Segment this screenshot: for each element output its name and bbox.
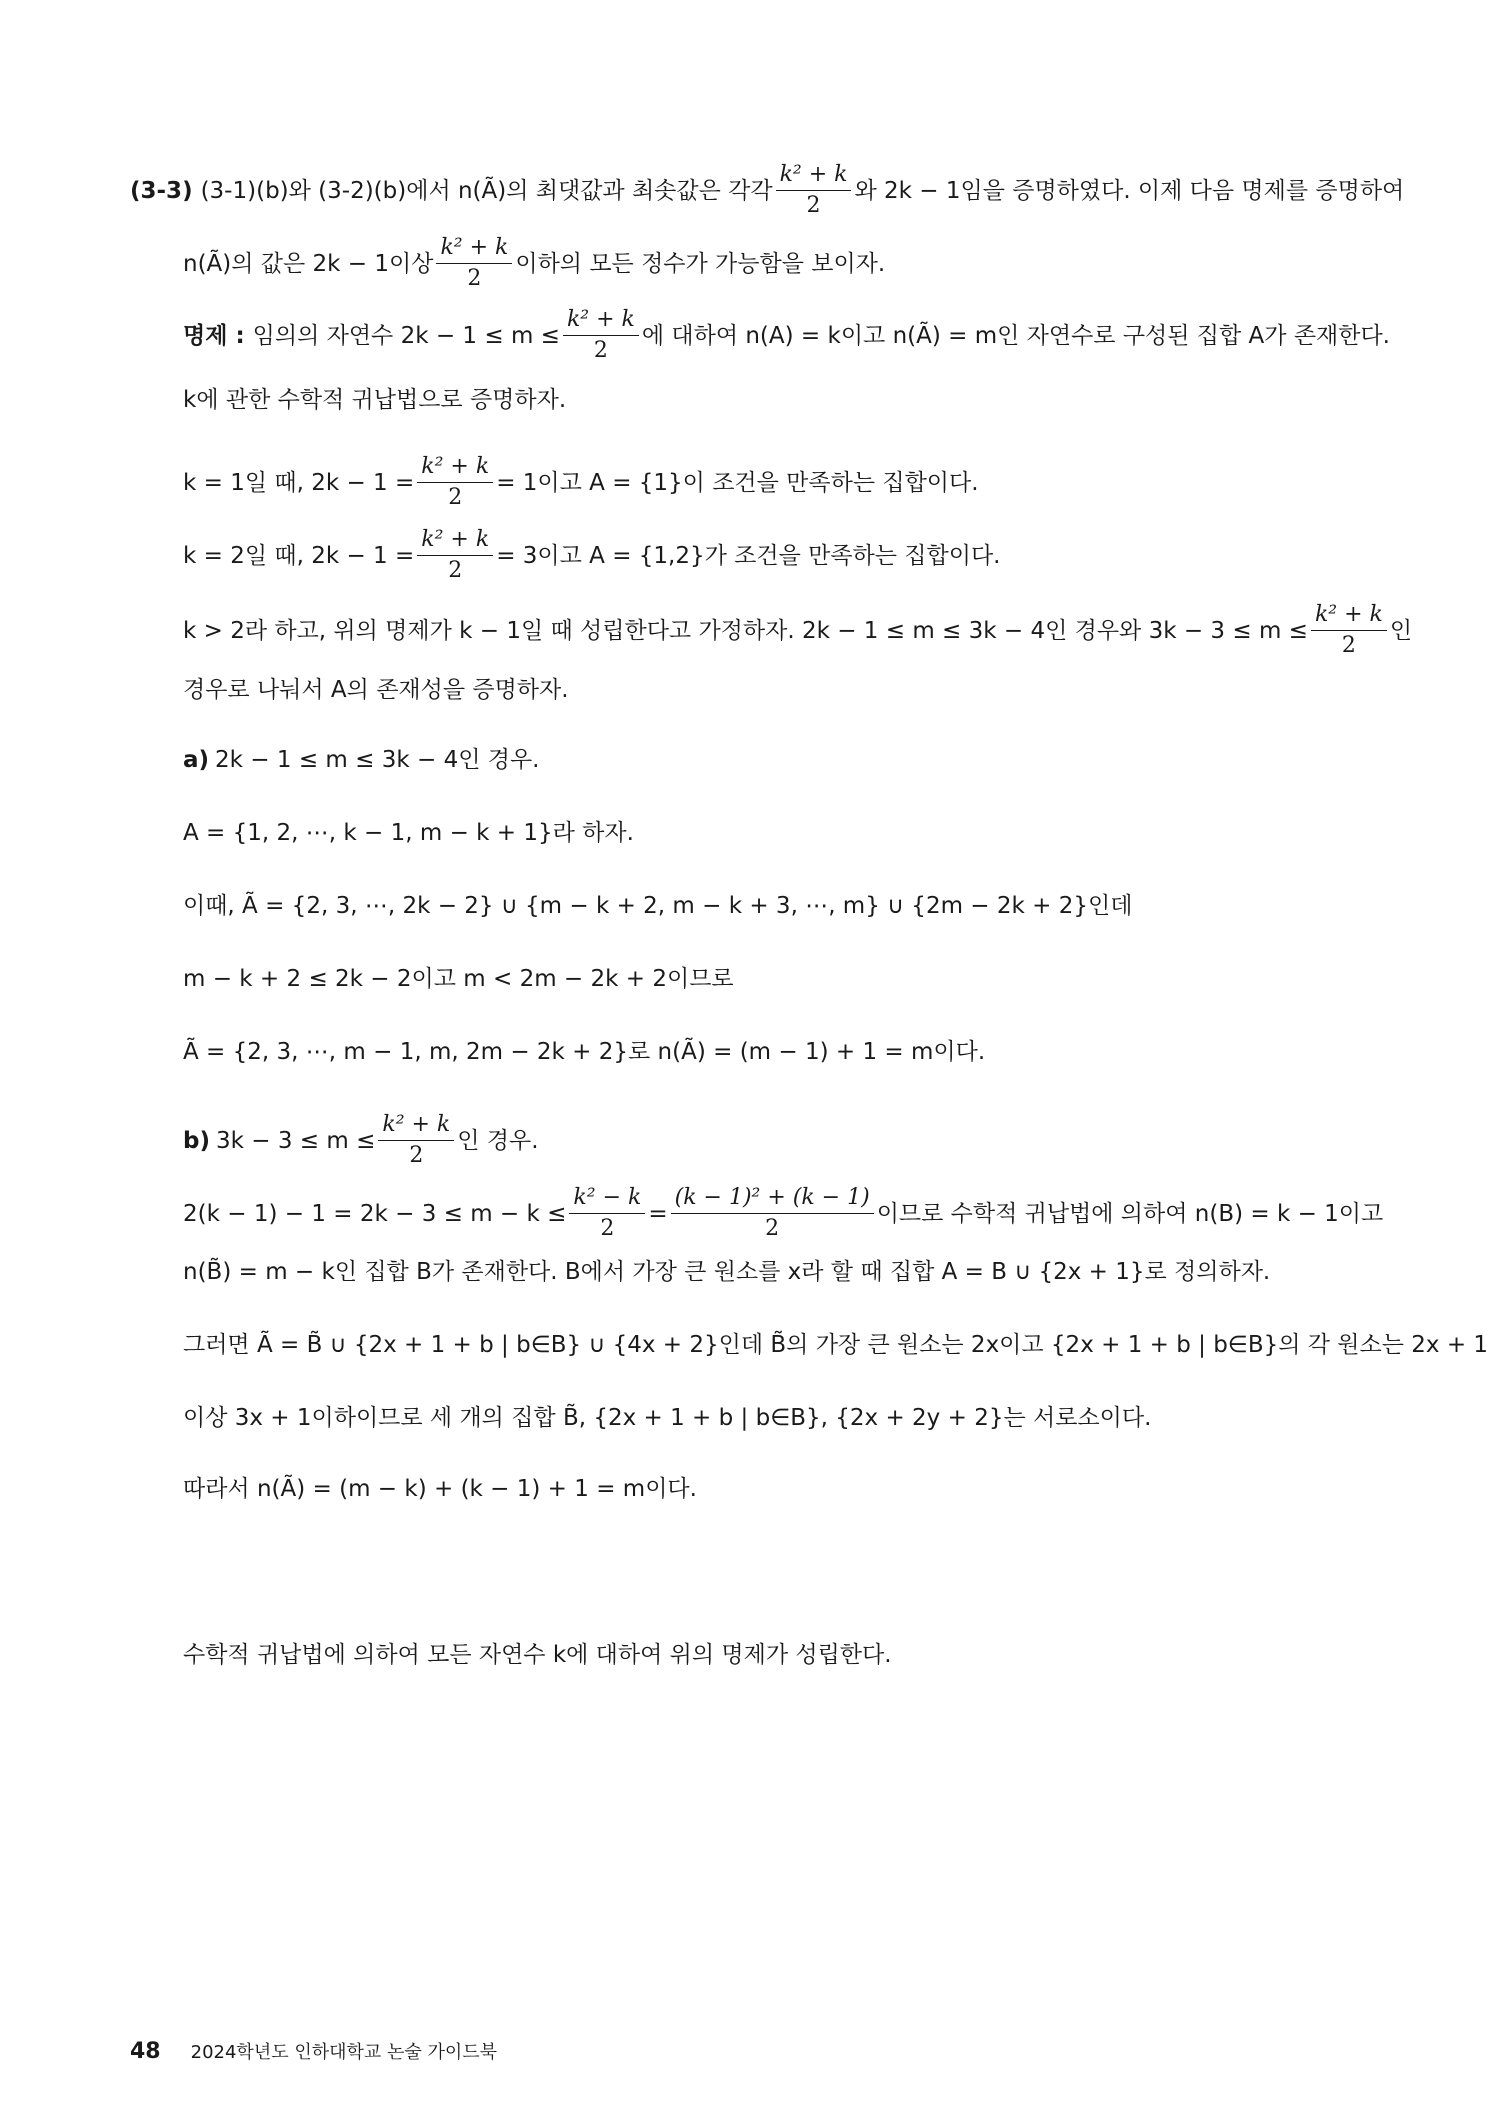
k2-text-a: k = 2일 때, 2k − 1 =: [183, 542, 415, 569]
case-b-text-4: 이상 3x + 1이하이므로 세 개의 집합 B̃, {2x + 1 + b | b∈B}, {2x + 2y + 2}는 서로소이다.: [183, 1405, 1152, 1431]
fraction-denominator: 2: [448, 558, 463, 583]
case-a-text-4: Ã = {2, 3, ⋯, m − 1, m, 2m − 2k + 2}로 n(Ã) = (m − 1) + 1 = m이다.: [183, 1039, 986, 1065]
case-a-text-1: A = {1, 2, ⋯, k − 1, m − k + 1}라 하자.: [183, 820, 634, 846]
k2-text-b: = 3이고 A = {1,2}가 조건을 만족하는 집합이다.: [496, 542, 1001, 569]
case-a-line-1: [183, 818, 634, 848]
case-b-text-5: 따라서 n(Ã) = (m − k) + (k − 1) + 1 = m이다.: [183, 1476, 697, 1502]
fraction-denominator: 2: [1341, 633, 1356, 658]
intro-text-2b: 이하의 모든 정수가 가능함을 보이자.: [515, 250, 886, 277]
intro-text-2a: n(Ã)의 값은 2k − 1이상: [183, 250, 434, 277]
conclusion-text: 수학적 귀납법에 의하여 모든 자연수 k에 대하여 위의 명제가 성립한다.: [183, 1642, 892, 1668]
induction-line: [183, 385, 566, 415]
case-a-line-2: [183, 891, 1132, 921]
fraction-numerator: k² − k: [569, 1183, 645, 1214]
case-a-line-3: [183, 964, 734, 994]
fraction: [776, 160, 852, 221]
case-b-line-2: [183, 1257, 1270, 1287]
case-a-text-2: 이때, Ã = {2, 3, ⋯, 2k − 2} ∪ {m − k + 2, m − k + 3, ⋯, m} ∪ {2m − 2k + 2}인데: [183, 893, 1133, 919]
case-b-text-1b: 이므로 수학적 귀납법에 의하여 n(B) = k − 1이고: [876, 1200, 1384, 1227]
fraction-numerator: k² + k: [417, 525, 493, 556]
fraction-denominator: 2: [409, 1143, 424, 1168]
case-b-line-5: [183, 1474, 697, 1504]
case-a-text-3: m − k + 2 ≤ 2k − 2이고 m < 2m − 2k + 2이므로: [183, 966, 734, 992]
fraction: [417, 452, 493, 513]
proposition-text-a: 임의의 자연수 2k − 1 ≤ m ≤: [252, 322, 560, 349]
fraction: [563, 305, 639, 366]
page-number: 48: [130, 2039, 161, 2064]
fraction-denominator: 2: [765, 1216, 780, 1241]
case-b-line-3: [183, 1330, 1488, 1360]
case-b-title-text-b: 인 경우.: [457, 1127, 539, 1154]
fraction-denominator: 2: [593, 338, 608, 363]
intro-text-1a: (3-1)(b)와 (3-2)(b)에서 n(Ã)의 최댓값과 최솟값은 각각: [200, 177, 773, 204]
fraction: [378, 1110, 454, 1171]
k1-text-b: = 1이고 A = {1}이 조건을 만족하는 집합이다.: [496, 469, 979, 496]
case-b-text-3: 그러면 Ã = B̃ ∪ {2x + 1 + b | b∈B} ∪ {4x + 2}인데 B̃의 가장 큰 원소는 2x이고 {2x + 1 + b | b∈B}의 각 원소는 2x + 1: [183, 1332, 1489, 1358]
case-b-text-1a: 2(k − 1) − 1 = 2k − 3 ≤ m − k ≤: [183, 1200, 567, 1227]
assumption-text-b: 인: [1389, 617, 1413, 644]
assumption-text-a: k > 2라 하고, 위의 명제가 k − 1일 때 성립한다고 가정하자. 2k − 1 ≤ m ≤ 3k − 4인 경우와 3k − 3 ≤ m ≤: [183, 617, 1308, 644]
intro-text-1b: 와 2k − 1임을 증명하였다. 이제 다음 명제를 증명하여: [854, 177, 1405, 204]
case-b-label: b): [183, 1127, 210, 1154]
book-title: 2024학년도 인하대학교 논술 가이드북: [190, 2042, 498, 2063]
fraction-numerator: k² + k: [378, 1110, 454, 1141]
case-b-title-text-a: 3k − 3 ≤ m ≤: [215, 1127, 376, 1154]
intro-line-1: [130, 160, 1404, 221]
split-text: 경우로 나눠서 A의 존재성을 증명하자.: [183, 677, 569, 703]
case-b-title: [183, 1110, 539, 1171]
case-b-line-4: [183, 1403, 1151, 1433]
base-case-k2: [183, 525, 1000, 586]
fraction: [417, 525, 493, 586]
proposition-line: [183, 305, 1390, 366]
intro-line-2: [183, 233, 885, 294]
fraction: [569, 1183, 645, 1244]
case-a-title: [183, 745, 539, 775]
fraction-numerator: (k − 1)² + (k − 1): [671, 1183, 874, 1214]
induction-text: k에 관한 수학적 귀납법으로 증명하자.: [183, 387, 567, 413]
fraction-denominator: 2: [448, 485, 463, 510]
fraction-denominator: 2: [467, 266, 482, 291]
fraction-numerator: k² + k: [776, 160, 852, 191]
split-line: [183, 675, 569, 705]
conclusion-line: [183, 1640, 892, 1670]
k1-text-a: k = 1일 때, 2k − 1 =: [183, 469, 415, 496]
case-b-line-1: [183, 1183, 1383, 1244]
base-case-k1: [183, 452, 979, 513]
fraction-denominator: 2: [600, 1216, 615, 1241]
fraction: [671, 1183, 874, 1244]
proposition-label: 명제 :: [183, 322, 245, 349]
fraction-numerator: k² + k: [417, 452, 493, 483]
proposition-text-b: 에 대하여 n(A) = k이고 n(Ã) = m인 자연수로 구성된 집합 A가 존재한다.: [641, 322, 1390, 349]
case-b-text-2: n(B̃) = m − k인 집합 B가 존재한다. B에서 가장 큰 원소를 x라 할 때 집합 A = B ∪ {2x + 1}로 정의하자.: [183, 1259, 1271, 1285]
fraction-denominator: 2: [806, 193, 821, 218]
fraction-numerator: k² + k: [1311, 600, 1387, 631]
case-a-title-text: 2k − 1 ≤ m ≤ 3k − 4인 경우.: [215, 747, 540, 773]
assumption-line: [183, 600, 1412, 661]
fraction: [1311, 600, 1387, 661]
fraction-numerator: k² + k: [436, 233, 512, 264]
fraction-numerator: k² + k: [563, 305, 639, 336]
case-a-line-4: [183, 1037, 985, 1067]
case-a-label: a): [183, 747, 210, 773]
fraction: [436, 233, 512, 294]
equals-sign: =: [648, 1200, 668, 1227]
section-label: (3-3): [130, 177, 193, 204]
page-footer: [130, 2038, 497, 2064]
